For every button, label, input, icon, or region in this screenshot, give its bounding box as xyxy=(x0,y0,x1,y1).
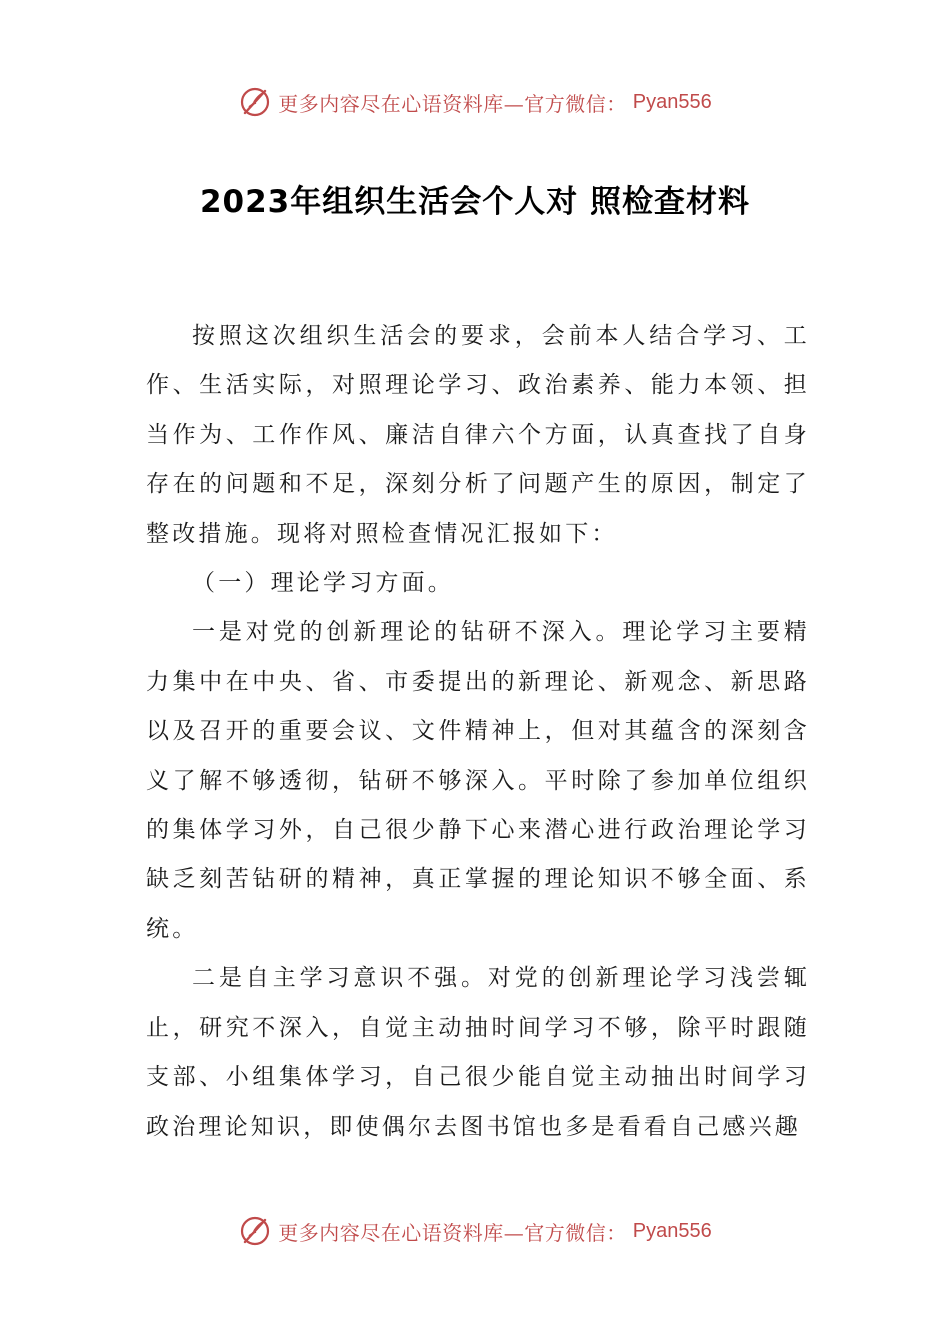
header-banner-wechat-id: Pyan556 xyxy=(632,90,712,113)
section-heading-theory-study: （一）理论学习方面。 xyxy=(192,570,454,597)
quill-logo-icon xyxy=(238,1214,272,1248)
document-title: 2023年组织生活会个人对 照检查材料 xyxy=(199,184,751,220)
footer-banner-text: 更多内容尽在心语资料库—官方微信： xyxy=(278,1220,627,1245)
footer-banner xyxy=(0,1211,950,1251)
paragraph-point-one: 一是对党的创新理论的钻研不深入。理论学习主要精力集中在中央、省、市委提出的新理论、新观念、新思路以及召开的重要会议、文件精神上，但对其蕴含的深刻含义了解不够透彻，钻研不够深入。平时除了参加单位组织的集体学习外，自己很少静下心来潜心进行政治理论学习缺乏刻苦钻研的精神，真正掌握的理论知识不够全面、系统。 xyxy=(146,619,810,942)
header-banner-text: 更多内容尽在心语资料库—官方微信： xyxy=(278,91,627,116)
header-banner xyxy=(0,82,950,122)
quill-logo-icon xyxy=(238,85,272,119)
document-body xyxy=(146,312,810,1152)
paragraph-intro: 按照这次组织生活会的要求，会前本人结合学习、工作、生活实际，对照理论学习、政治素养、能力本领、担当作为、工作作风、廉洁自律六个方面，认真查找了自身存在的问题和不足，深刻分析了问题产生的原因，制定了整改措施。现将对照检查情况汇报如下： xyxy=(146,323,810,547)
footer-banner-wechat-id: Pyan556 xyxy=(632,1219,712,1242)
paragraph-point-two: 二是自主学习意识不强。对党的创新理论学习浅尝辄止，研究不深入，自觉主动抽时间学习不够，除平时跟随支部、小组集体学习，自己很少能自觉主动抽出时间学习政治理论知识，即使偶尔去图书馆也多是看看自己感兴趣 xyxy=(146,965,810,1140)
